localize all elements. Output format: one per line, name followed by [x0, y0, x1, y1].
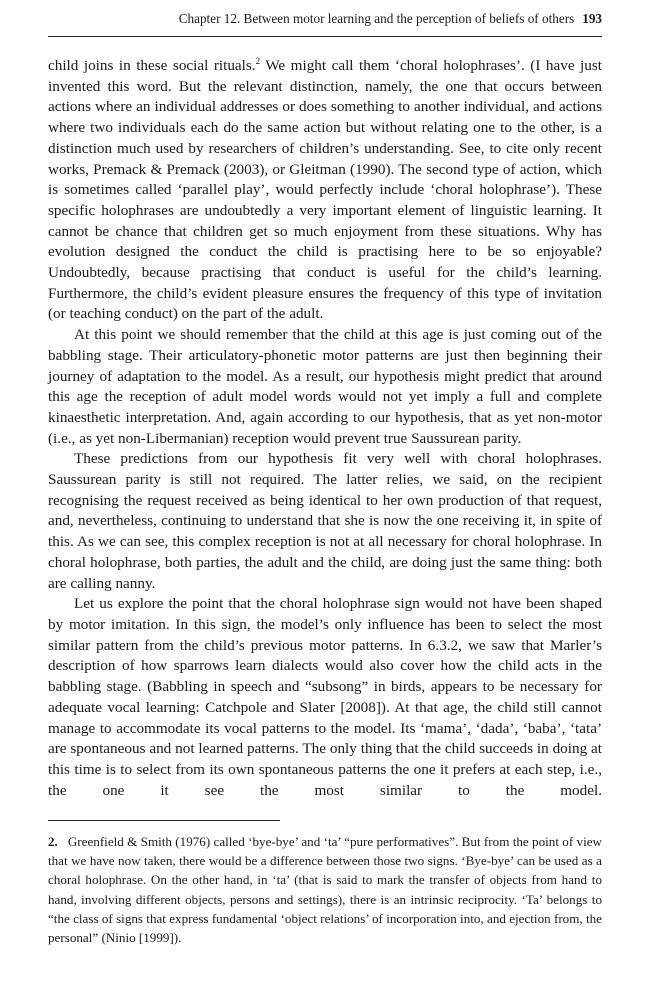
- paragraph-1-lead: child joins in these social rituals.: [48, 57, 256, 74]
- paragraph-1-rest: We might call them ‘choral holophrases’. (I have just invented this word. But the relevant distinction, namely, the one that occurs between actions where an individual addresses or does something to another individual, and actions where two individuals each do the same action but without relating one to the other, is a distinction much used by researchers of children’s understanding. See, to cite only recent works, Premack & Premack (2003), or Gleitman (1990). The second type of action, which is sometimes called ‘parallel play’, would perfectly include ‘choral holophrase’). These specific holophrases are undoubtedly a very important element of linguistic learning. It cannot be chance that children get so much enjoyment from these situations. Why has evolution designed the conduct the child is practising here to be so enjoyable? Undoubtedly, because practising that conduct is useful for the child’s learning. Furthermore, the child’s evident pleasure ensures the frequency of this type of invitation (or teaching conduct) on the part of the adult.: [48, 57, 603, 323]
- paragraph-4: Let us explore the point that the choral holophrase sign would not have been shaped by motor imitation. In this sign, the model’s only influence has been to select the most similar pattern from the child’s previous motor patterns. In 6.3.2, we saw that Marler’s description of how sparrows learn dialects would also cover how the child acts in the babbling stage. (Babbling in speech and “subsong” in birds, appears to be necessary for adequate vocal learning: Catchpole and Slater [2008]). At that age, the child still cannot manage to accommodate its vocal patterns to the model. Its ‘mama’, ‘dada’, ‘baba’, ‘tata’ are spontaneous and not learned patterns. The only thing that the child succeeds in doing at this time is to select from its own spontaneous patterns the one it prefers at each step, i.e., the one it see the most similar to the model.: [48, 595, 602, 799]
- footnote-divider: [48, 820, 280, 821]
- footnote-ref[interactable]: 2: [255, 55, 261, 66]
- running-title: Chapter 12. Between motor learning and the perception of beliefs of others: [178, 11, 575, 26]
- paragraph-1: [48, 56, 602, 325]
- page-number: 193: [582, 11, 602, 26]
- footnote-number: 2.: [48, 834, 58, 849]
- paragraph-2: At this point we should remember that the child at this age is just coming out of the babbling stage. Their articulatory-phonetic motor patterns are just then beginning their journey of adaptation to the model. As a result, our hypothesis might predict that around this age the reception of adult model words would not yet imply a full and complete kinaesthetic interpretation. And, again according to our hypothesis, that as yet non-motor (i.e., as yet non-Libermanian) reception would prevent true Saussurean parity.: [48, 326, 602, 447]
- footnote: [48, 832, 602, 947]
- paragraph-3: These predictions from our hypothesis fit very well with choral holophrases. Saussurean parity is still not required. The latter relies, we said, on the recipient recognising the request received as being identical to her own production of that request, and, nevertheless, continuing to understand that she is now the one receiving it, in spite of this. As we can see, this complex reception is not at all necessary for choral holophrase. In choral holophrase, both parties, the adult and the child, are doing just the same thing: both are calling nanny.: [48, 450, 602, 592]
- footnote-text: Greenfield & Smith (1976) called ‘bye-bye’ and ‘ta’ “pure performatives”. But from the point of view that we have now taken, there would be a difference between those two signs. ‘Bye-bye’ can be used as a choral holophrase. On the other hand, in ‘ta’ (that is said to mark the transfer of objects from hand to hand, involving different objects, persons and settings), there is an intrinsic reciprocity. ‘Ta’ belongs to “the class of signs that express fundamental ‘object relations’ of incorporation into, and ejection from, the personal” (Ninio [1999]).: [48, 834, 602, 946]
- running-head: [48, 10, 602, 37]
- main-text: [48, 56, 602, 801]
